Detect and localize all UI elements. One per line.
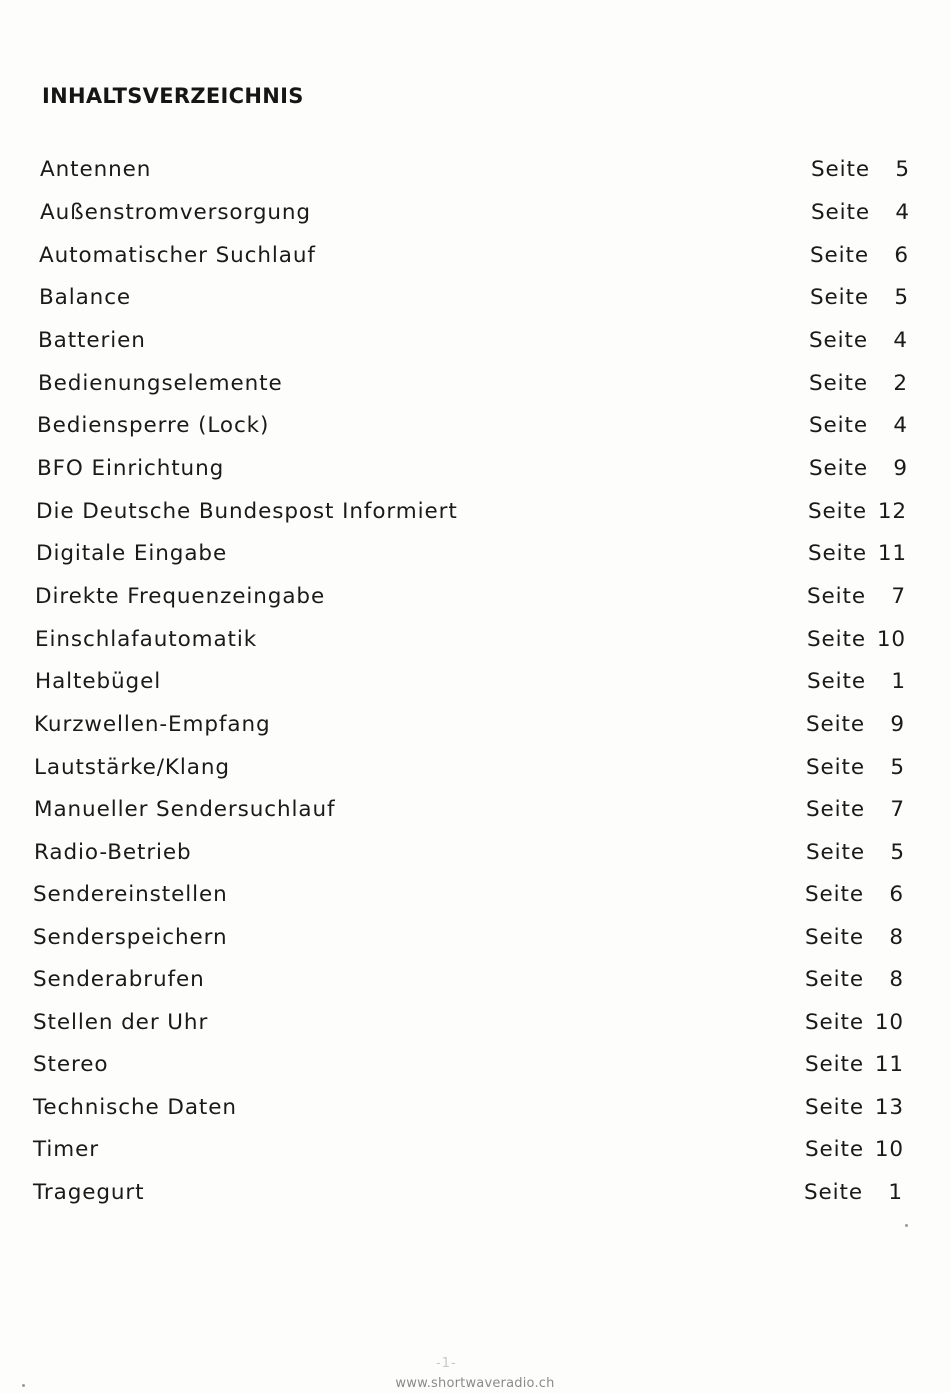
scan-speck bbox=[905, 1224, 908, 1227]
toc-entry-seite-label: Seite bbox=[811, 157, 871, 182]
toc-entry-seite-label: Seite bbox=[805, 1137, 865, 1162]
toc-entry-page-number: 13 bbox=[874, 1095, 904, 1120]
toc-entry-title: Haltebügel bbox=[35, 669, 162, 694]
toc-entry-page-number: 8 bbox=[889, 967, 904, 992]
toc-entry-title: Senderspeichern bbox=[33, 925, 228, 950]
page-number: -1- bbox=[436, 1356, 457, 1371]
toc-entry-title: Batterien bbox=[38, 328, 146, 353]
toc-entry-seite-label: Seite bbox=[810, 243, 870, 268]
toc-entry-title: Senderabrufen bbox=[33, 967, 205, 992]
toc-entry-page-number: 12 bbox=[877, 499, 907, 524]
toc-entry-seite-label: Seite bbox=[809, 371, 869, 396]
toc-entry-title: Direkte Frequenzeingabe bbox=[35, 584, 326, 609]
toc-entry-seite-label: Seite bbox=[807, 584, 867, 609]
toc-entry-page-number: 11 bbox=[877, 541, 907, 566]
toc-entry-seite-label: Seite bbox=[811, 200, 871, 225]
toc-entry-title: Die Deutsche Bundespost Informiert bbox=[36, 499, 458, 524]
toc-entry-title: Sendereinstellen bbox=[33, 882, 228, 907]
watermark: www.shortwaveradio.ch bbox=[395, 1376, 555, 1391]
toc-entry-page-number: 8 bbox=[889, 925, 904, 950]
toc-entry-page-number: 5 bbox=[890, 755, 905, 780]
toc-entry-title: BFO Einrichtung bbox=[37, 456, 225, 481]
toc-entry-page-number: 4 bbox=[893, 413, 908, 438]
toc-entry-seite-label: Seite bbox=[806, 755, 866, 780]
toc-entry-page-number: 6 bbox=[889, 882, 904, 907]
toc-entry-page-number: 7 bbox=[891, 584, 906, 609]
toc-entry-seite-label: Seite bbox=[805, 1095, 865, 1120]
toc-entry-title: Bediensperre (Lock) bbox=[37, 413, 270, 438]
toc-entry-page-number: 11 bbox=[874, 1052, 904, 1077]
toc-entry-title: Technische Daten bbox=[33, 1095, 237, 1120]
toc-entry-title: Balance bbox=[39, 285, 132, 310]
toc-entry-page-number: 1 bbox=[888, 1180, 903, 1205]
toc-entry-seite-label: Seite bbox=[809, 328, 869, 353]
toc-entry-page-number: 9 bbox=[890, 712, 905, 737]
toc-entry-seite-label: Seite bbox=[807, 669, 867, 694]
toc-entry-title: Außenstromversorgung bbox=[40, 200, 311, 225]
toc-entry-title: Kurzwellen-Empfang bbox=[34, 712, 271, 737]
toc-entry-title: Automatischer Suchlauf bbox=[39, 243, 316, 268]
toc-entry-page-number: 1 bbox=[891, 669, 906, 694]
toc-entry-seite-label: Seite bbox=[805, 882, 865, 907]
toc-entry-seite-label: Seite bbox=[807, 627, 867, 652]
toc-entry-page-number: 10 bbox=[874, 1137, 904, 1162]
toc-entry-title: Stereo bbox=[33, 1052, 109, 1077]
toc-entry-seite-label: Seite bbox=[804, 1180, 864, 1205]
toc-entry-page-number: 4 bbox=[893, 328, 908, 353]
toc-entry-title: Stellen der Uhr bbox=[33, 1010, 209, 1035]
toc-entry-page-number: 10 bbox=[874, 1010, 904, 1035]
toc-entry-seite-label: Seite bbox=[805, 1052, 865, 1077]
toc-entry-seite-label: Seite bbox=[805, 1010, 865, 1035]
toc-entry-title: Manueller Sendersuchlauf bbox=[34, 797, 336, 822]
toc-entry-page-number: 7 bbox=[890, 797, 905, 822]
toc-entry-title: Timer bbox=[33, 1137, 99, 1162]
toc-entry-title: Digitale Eingabe bbox=[36, 541, 228, 566]
toc-entry-seite-label: Seite bbox=[806, 840, 866, 865]
page-title: INHALTSVERZEICHNIS bbox=[42, 84, 304, 109]
toc-entry-seite-label: Seite bbox=[805, 925, 865, 950]
toc-entry-seite-label: Seite bbox=[809, 456, 869, 481]
toc-entry-seite-label: Seite bbox=[809, 413, 869, 438]
toc-entry-seite-label: Seite bbox=[805, 967, 865, 992]
toc-entry-page-number: 9 bbox=[893, 456, 908, 481]
toc-entry-page-number: 6 bbox=[894, 243, 909, 268]
toc-entry-page-number: 5 bbox=[895, 157, 910, 182]
toc-entry-title: Tragegurt bbox=[33, 1180, 145, 1205]
toc-entry-title: Lautstärke/Klang bbox=[34, 755, 230, 780]
toc-entry-seite-label: Seite bbox=[808, 499, 868, 524]
toc-entry-page-number: 2 bbox=[893, 371, 908, 396]
toc-entry-title: Radio-Betrieb bbox=[34, 840, 192, 865]
toc-entry-page-number: 10 bbox=[876, 627, 906, 652]
toc-entry-seite-label: Seite bbox=[808, 541, 868, 566]
toc-entry-seite-label: Seite bbox=[806, 797, 866, 822]
toc-entry-title: Bedienungselemente bbox=[38, 371, 283, 396]
toc-entry-page-number: 5 bbox=[894, 285, 909, 310]
toc-entry-seite-label: Seite bbox=[806, 712, 866, 737]
toc-entry-page-number: 5 bbox=[890, 840, 905, 865]
toc-entry-title: Antennen bbox=[40, 157, 152, 182]
toc-entry-page-number: 4 bbox=[895, 200, 910, 225]
toc-entry-seite-label: Seite bbox=[810, 285, 870, 310]
toc-entry-title: Einschlafautomatik bbox=[35, 627, 258, 652]
